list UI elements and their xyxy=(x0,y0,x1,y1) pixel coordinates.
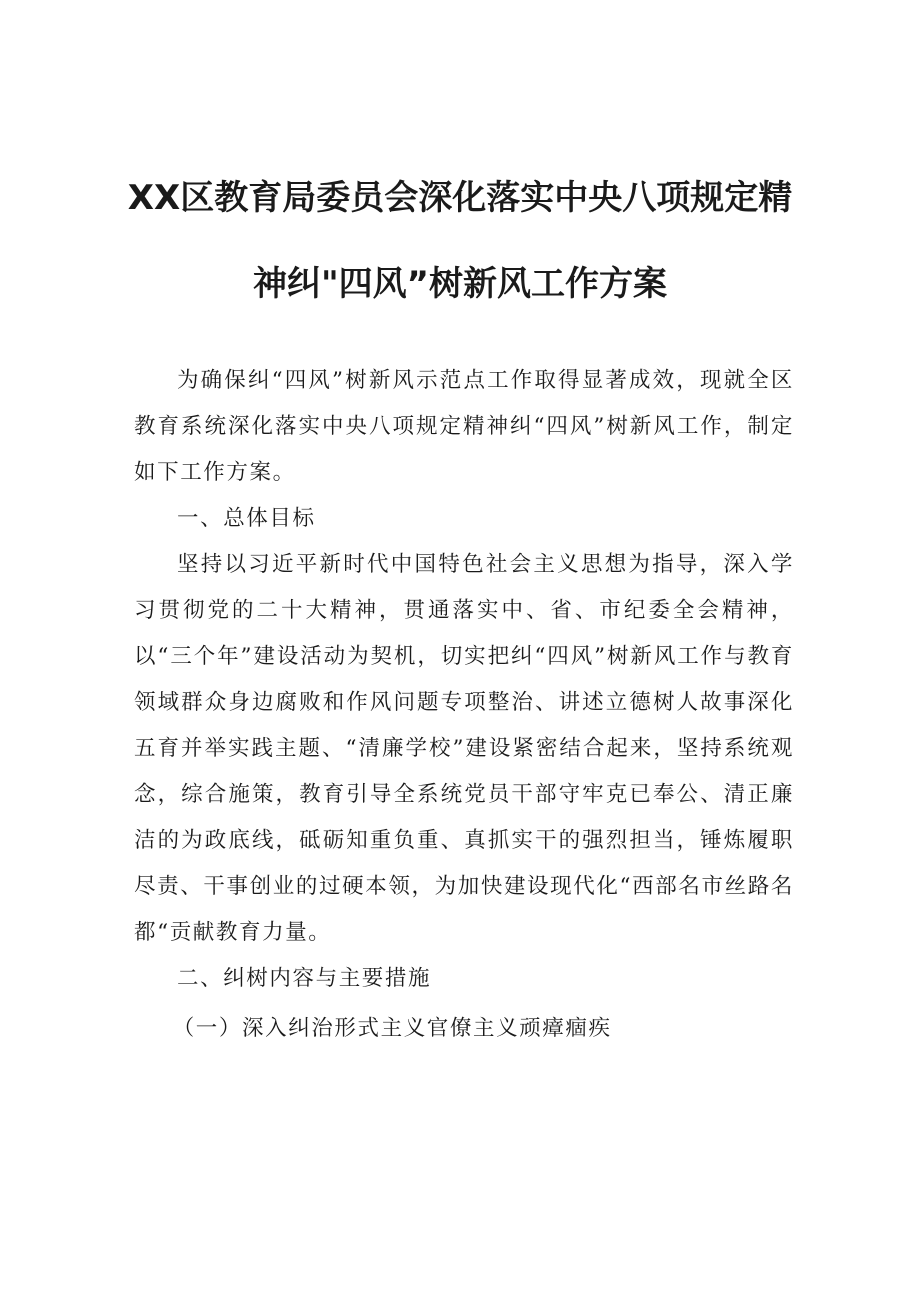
document-title-line-2: 神纠"四风”树新风工作方案 xyxy=(252,264,668,304)
section-1-heading: 一、总体目标 xyxy=(177,506,316,531)
section-2-subheading-1: （一）深入纠治形式主义官僚主义顽瘴痼疾 xyxy=(172,1016,612,1041)
document-body xyxy=(134,358,794,1052)
section-1-paragraph: 坚持以习近平新时代中国特色社会主义思想为指导，深入学习贯彻党的二十大精神，贯通落实中、省、市纪委全会精神，以“三个年”建设活动为契机，切实把纠“四风”树新风工作与教育领域群众身边腐败和作风问题专项整治、讲述立德树人故事深化五育并举实践主题、“清廉学校”建设紧密结合起来，坚持系统观念，综合施策，教育引导全系统党员干部守牢克已奉公、清正廉洁的为政底线，砥砺知重负重、真抓实干的强烈担当，锤炼履职尽责、干事创业的过硬本领，为加快建设现代化“西部名市丝路名都“贡献教育力量。 xyxy=(134,552,794,945)
intro-paragraph: 为确保纠“四风”树新风示范点工作取得显著成效，现就全区教育系统深化落实中央八项规定精神纠“四风”树新风工作，制定如下工作方案。 xyxy=(134,368,794,485)
document-title-line-1: XX区教育局委员会深化落实中央八项规定精 xyxy=(127,178,793,218)
section-2-heading: 二、纠树内容与主要措施 xyxy=(177,966,432,991)
